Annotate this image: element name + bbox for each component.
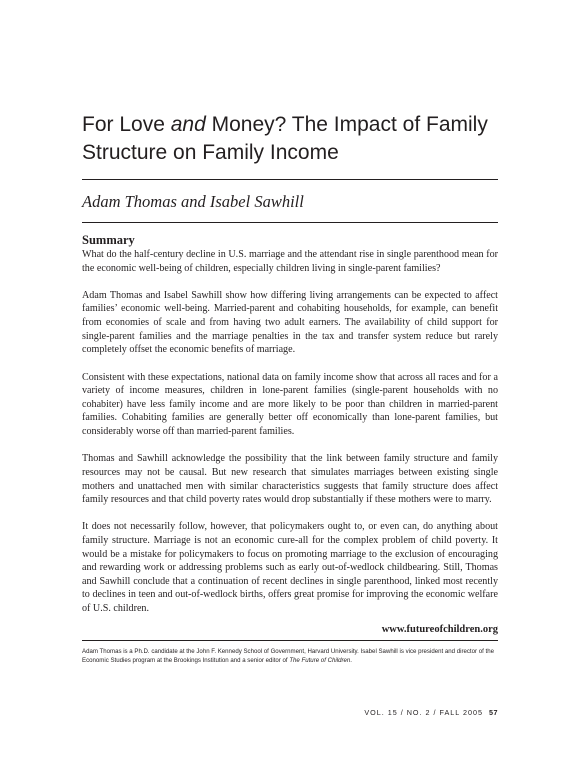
page-number: 57 [489,708,498,717]
title-italic-word: and [170,113,206,136]
footnote-end: . [350,656,352,664]
summary-body [82,248,498,629]
summary-paragraph: It does not necessarily follow, however, that policymakers ought to, or even can, do anything about family structure. Marriage is not an economic cure-all for the complex problem of child poverty. It would be a mistake for policymakers to focus on promoting marriage to the exclusion of encouraging and rewarding work or addressing problems such as early out-of-wedlock childbearing. Still, Thomas and Sawhill conclude that a continuation of recent declines in single parenthood, linked most recently to declines in teen and out-of-wedlock births, offers great promise for improving the economic welfare of U.S. children. [82,521,498,615]
summary-paragraph: Adam Thomas and Isabel Sawhill show how differing living arrangements can be expected to affect families’ economic well-being. Married-parent and cohabiting households, for example, can benefit from economies of scale and from having two adult earners. The availability of child support for single-parent families and the marriage penalties in the tax and transfer system reduce but rarely completely offset the economic benefits of marriage. [82,289,498,356]
title-part-2: Money? The Impact of Family Structure on Family Income [82,113,488,164]
footnote-text: Adam Thomas is a Ph.D. candidate at the John F. Kennedy School of Government, Harvard University. Isabel Sawhill is vice president and director of the Economic Studies program at the Brookings Institution and a senior editor of [82,648,494,664]
authors-divider [82,222,498,223]
summary-paragraph: What do the half-century decline in U.S. marriage and the attendant rise in single parenthood mean for the economic well-being of children, especially children living in single-parent families? [82,249,498,274]
footnote-journal: The Future of Children [289,656,351,664]
article-authors: Adam Thomas and Isabel Sawhill [82,192,304,211]
summary-paragraph: Thomas and Sawhill acknowledge the possibility that the link between family structure and family resources may not be causal. But new research that simulates marriages between existing single mothers and unattached men with similar characteristics suggests that family structure does affect family resources and that child poverty rates would drop substantially if these mothers were to marry. [82,453,498,506]
issue-info: VOL. 15 / NO. 2 / FALL 2005 [364,708,483,717]
title-divider [82,179,498,180]
title-part-1: For Love [82,113,171,136]
footnote-divider [82,640,498,641]
website-link[interactable]: www.futureofchildren.org [381,624,498,635]
summary-heading: Summary [82,233,135,247]
summary-paragraph: Consistent with these expectations, national data on family income show that across all races and for a variety of income measures, children in lone-parent families (single-parent households with no cohabiter) have less family income and are more likely to be poor than children in married-parent families. Cohabiting families are generally better off economically than lone-parent families, but considerably worse off than married-parent families. [82,371,498,437]
author-footnote [82,648,502,665]
article-title [82,111,502,167]
page-folio [364,708,498,718]
